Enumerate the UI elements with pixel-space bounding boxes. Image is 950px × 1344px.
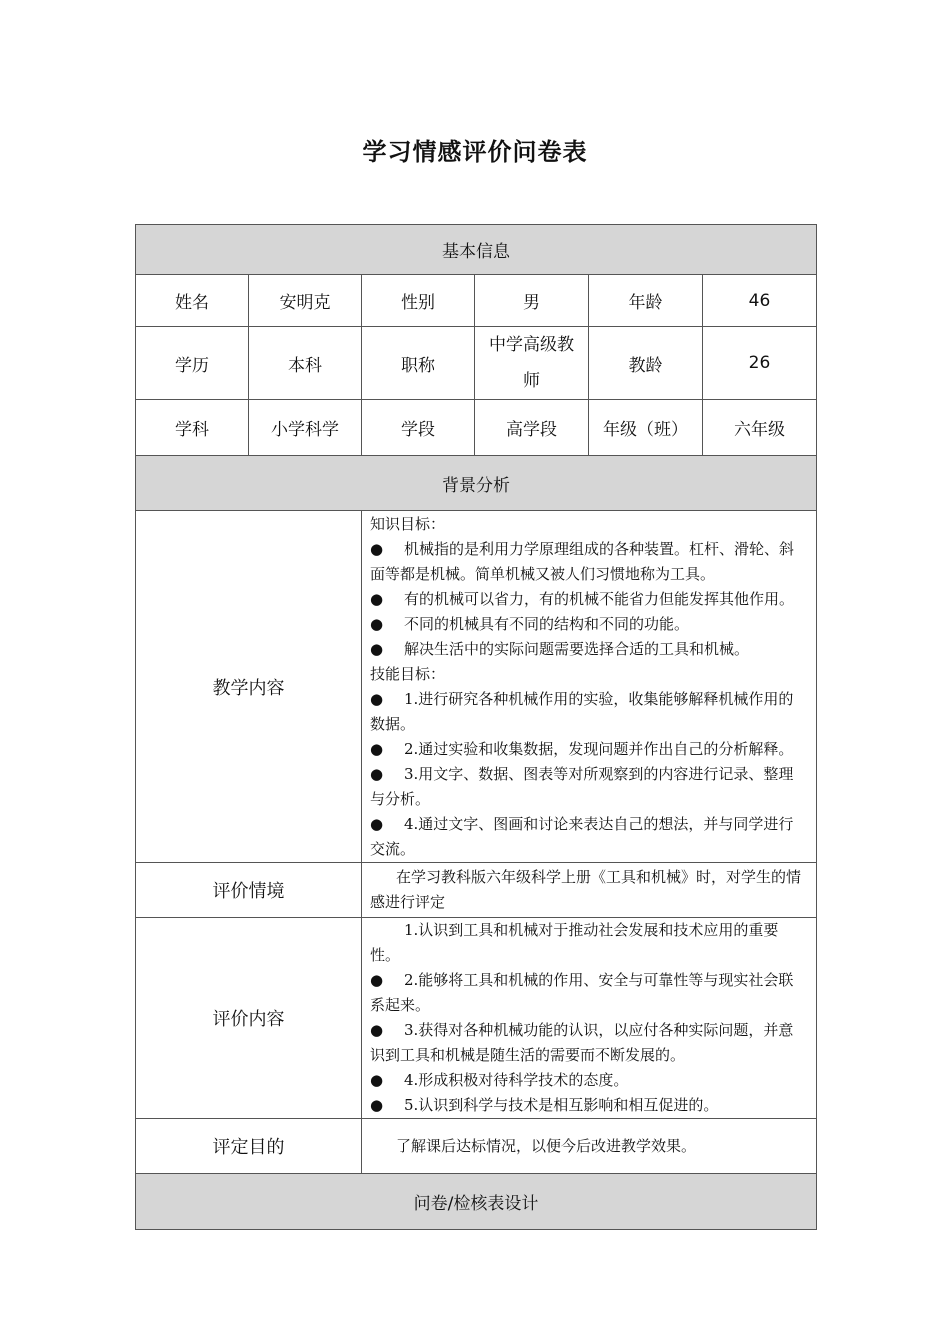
evaluation-content-text bbox=[362, 918, 817, 1119]
education-label: 学历 bbox=[136, 327, 249, 400]
bullet-icon: ● bbox=[370, 690, 384, 708]
knowledge-item: ● 有的机械可以省力，有的机械不能省力但能发挥其他作用。 bbox=[370, 587, 808, 612]
age-label: 年龄 bbox=[589, 275, 703, 327]
bullet-icon: ● bbox=[370, 1021, 384, 1039]
bullet-icon: ● bbox=[370, 540, 384, 558]
knowledge-title: 知识目标： bbox=[370, 515, 446, 533]
education-value: 本科 bbox=[249, 327, 362, 400]
knowledge-item: ● 不同的机械具有不同的结构和不同的功能。 bbox=[370, 612, 808, 637]
bullet-icon: ● bbox=[370, 615, 384, 633]
knowledge-item: ● 解决生活中的实际问题需要选择合适的工具和机械。 bbox=[370, 637, 808, 662]
evaluation-content-label: 评价内容 bbox=[136, 918, 362, 1119]
age-value: 46 bbox=[703, 275, 817, 327]
eval-item: ● 2.能够将工具和机械的作用、安全与可靠性等与现实社会联系起来。 bbox=[370, 968, 808, 1018]
skill-item: ● 2.通过实验和收集数据，发现问题并作出自己的分析解释。 bbox=[370, 737, 808, 762]
bullet-icon: ● bbox=[370, 1096, 384, 1114]
bullet-icon: ● bbox=[370, 815, 384, 833]
name-label: 姓名 bbox=[136, 275, 249, 327]
stage-label: 学段 bbox=[362, 400, 475, 456]
bullet-icon: ● bbox=[370, 1071, 384, 1089]
bullet-icon: ● bbox=[370, 640, 384, 658]
grade-label: 年级（班） bbox=[589, 400, 703, 456]
gender-value: 男 bbox=[475, 275, 589, 327]
eval-item: 1.认识到工具和机械对于推动社会发展和技术应用的重要性。 bbox=[370, 921, 779, 964]
questionnaire-table bbox=[135, 224, 817, 1230]
bullet-icon: ● bbox=[370, 590, 384, 608]
gender-label: 性别 bbox=[362, 275, 475, 327]
name-value: 安明克 bbox=[249, 275, 362, 327]
teaching-content-label: 教学内容 bbox=[136, 511, 362, 863]
title-value: 中学高级教师 bbox=[475, 327, 589, 400]
bullet-icon: ● bbox=[370, 765, 384, 783]
evaluation-situation-label: 评价情境 bbox=[136, 863, 362, 918]
grade-value: 六年级 bbox=[703, 400, 817, 456]
subject-label: 学科 bbox=[136, 400, 249, 456]
evaluation-purpose-label: 评定目的 bbox=[136, 1119, 362, 1174]
eval-item: ● 5.认识到科学与技术是相互影响和相互促进的。 bbox=[370, 1093, 808, 1118]
background-header: 背景分析 bbox=[136, 456, 817, 511]
eval-item: ● 4.形成积极对待科学技术的态度。 bbox=[370, 1068, 808, 1093]
skill-item: ● 1.进行研究各种机械作用的实验，收集能够解释机械作用的数据。 bbox=[370, 687, 808, 737]
bullet-icon: ● bbox=[370, 971, 384, 989]
skill-title: 技能目标： bbox=[370, 665, 446, 683]
page-title: 学习情感评价问卷表 bbox=[362, 138, 588, 166]
skill-item: ● 3.用文字、数据、图表等对所观察到的内容进行记录、整理与分析。 bbox=[370, 762, 808, 812]
title-label: 职称 bbox=[362, 327, 475, 400]
eval-item: ● 3.获得对各种机械功能的认识，以应付各种实际问题，并意识到工具和机械是随生活的需要而不断发展的。 bbox=[370, 1018, 808, 1068]
teaching-content-text bbox=[362, 511, 817, 863]
evaluation-purpose-text: 了解课后达标情况，以便今后改进教学效果。 bbox=[362, 1119, 817, 1174]
teaching-years-label: 教龄 bbox=[589, 327, 703, 400]
subject-value: 小学科学 bbox=[249, 400, 362, 456]
basic-info-header: 基本信息 bbox=[136, 225, 817, 275]
design-header: 问卷/检核表设计 bbox=[136, 1174, 817, 1230]
teaching-years-value: 26 bbox=[703, 327, 817, 400]
stage-value: 高学段 bbox=[475, 400, 589, 456]
knowledge-item: ● 机械指的是利用力学原理组成的各种装置。杠杆、滑轮、斜面等都是机械。简单机械又被人们习惯地称为工具。 bbox=[370, 537, 808, 587]
evaluation-situation-text: 在学习教科版六年级科学上册《工具和机械》时，对学生的情感进行评定 bbox=[362, 863, 817, 918]
skill-item: ● 4.通过文字、图画和讨论来表达自己的想法，并与同学进行交流。 bbox=[370, 812, 808, 862]
bullet-icon: ● bbox=[370, 740, 384, 758]
